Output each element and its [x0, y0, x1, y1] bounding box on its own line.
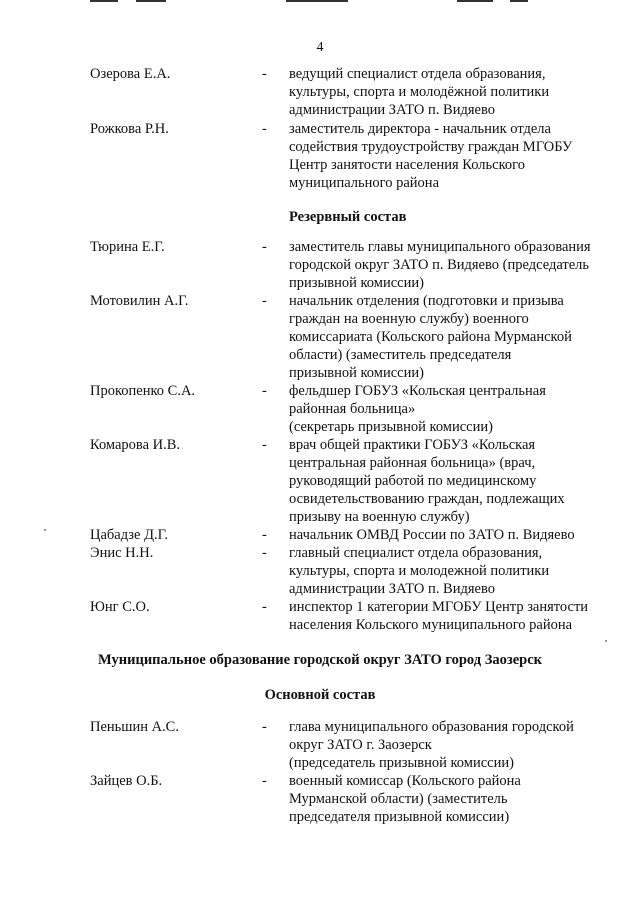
member-role [289, 292, 607, 382]
dash-separator: - [262, 383, 267, 399]
role-line: центральная районная больница» (врач, [289, 455, 536, 471]
dash-separator: - [262, 719, 267, 735]
role-line: освидетельствованию граждан, подлежащих [289, 491, 565, 507]
section-heading-main: Основной состав [264, 687, 376, 703]
role-line: администрации ЗАТО п. Видяево [289, 102, 495, 118]
role-line: содействия трудоустройству граждан МГОБУ [289, 139, 573, 155]
member-name: Энис Н.Н. [90, 545, 154, 561]
role-line: инспектор 1 категории МГОБУ Центр занятости [289, 599, 589, 615]
dash-separator: - [262, 437, 267, 453]
member-role [289, 65, 607, 119]
role-line: культуры, спорта и молодежной политики [289, 563, 550, 579]
page-number: 4 [316, 40, 324, 55]
dash-separator: - [262, 66, 267, 82]
role-line: председателя призывной комиссии) [289, 809, 510, 825]
member-name: Пеньшин А.С. [90, 719, 179, 735]
dash-separator: - [262, 293, 267, 309]
municipality-title: Муниципальное образование городской округ ЗАТО город Заозерск [98, 652, 542, 668]
role-line: заместитель директора - начальник отдела [289, 121, 551, 137]
member-name: Комарова И.В. [90, 437, 181, 453]
member-role [289, 238, 607, 292]
member-role [289, 772, 607, 826]
member-name: Цабадзе Д.Г. [90, 527, 168, 543]
role-line: округ ЗАТО г. Заозерск [289, 737, 432, 753]
role-line: Мурманской области) (заместитель [289, 791, 508, 807]
dash-separator: - [262, 545, 267, 561]
role-line: комиссариата (Кольского района Мурманской [289, 329, 572, 345]
scan-speck [44, 529, 46, 531]
role-line: культуры, спорта и молодёжной политики [289, 84, 550, 100]
role-line: призывной комиссии) [289, 275, 424, 291]
section-heading-reserve: Резервный состав [289, 209, 407, 225]
role-line: ведущий специалист отдела образования, [289, 66, 546, 82]
member-name: Юнг С.О. [90, 599, 150, 615]
member-name: Прокопенко С.А. [90, 383, 196, 399]
role-line: начальник отделения (подготовки и призыва [289, 293, 564, 309]
member-role [289, 598, 607, 634]
dash-separator: - [262, 121, 267, 137]
role-line: фельдшер ГОБУЗ «Кольская центральная [289, 383, 546, 399]
role-line: призыву на военную службу) [289, 509, 470, 525]
role-line: (секретарь призывной комиссии) [289, 419, 493, 435]
dash-separator: - [262, 599, 267, 615]
role-line: глава муниципального образования городской [289, 719, 574, 735]
scan-artifact-lines [0, 0, 640, 4]
dash-separator: - [262, 527, 267, 543]
role-line: заместитель главы муниципального образования [289, 239, 591, 255]
member-name: Озерова Е.А. [90, 66, 171, 82]
member-role [289, 526, 607, 544]
member-role [289, 544, 607, 598]
dash-separator: - [262, 239, 267, 255]
member-name: Рожкова Р.Н. [90, 121, 169, 137]
scan-speck [605, 640, 607, 642]
role-line: призывной комиссии) [289, 365, 424, 381]
member-role [289, 120, 607, 192]
role-line: администрации ЗАТО п. Видяево [289, 581, 495, 597]
role-line: населения Кольского муниципального района [289, 617, 573, 633]
role-line: районная больница» [289, 401, 416, 417]
dash-separator: - [262, 773, 267, 789]
role-line: граждан на военную службу) военного [289, 311, 529, 327]
role-line: начальник ОМВД России по ЗАТО п. Видяево [289, 527, 575, 543]
role-line: Центр занятости населения Кольского [289, 157, 525, 173]
role-line: главный специалист отдела образования, [289, 545, 543, 561]
role-line: муниципального района [289, 175, 439, 191]
member-role [289, 382, 607, 436]
role-line: руководящий работой по медицинскому [289, 473, 537, 489]
role-line: области) (заместитель председателя [289, 347, 512, 363]
member-name: Зайцев О.Б. [90, 773, 163, 789]
role-line: (председатель призывной комиссии) [289, 755, 514, 771]
role-line: врач общей практики ГОБУЗ «Кольская [289, 437, 536, 453]
member-name: Тюрина Е.Г. [90, 239, 165, 255]
member-role [289, 436, 607, 526]
member-name: Мотовилин А.Г. [90, 293, 189, 309]
role-line: военный комиссар (Кольского района [289, 773, 521, 789]
role-line: городской округ ЗАТО п. Видяево (председатель [289, 257, 589, 273]
member-role [289, 718, 607, 772]
